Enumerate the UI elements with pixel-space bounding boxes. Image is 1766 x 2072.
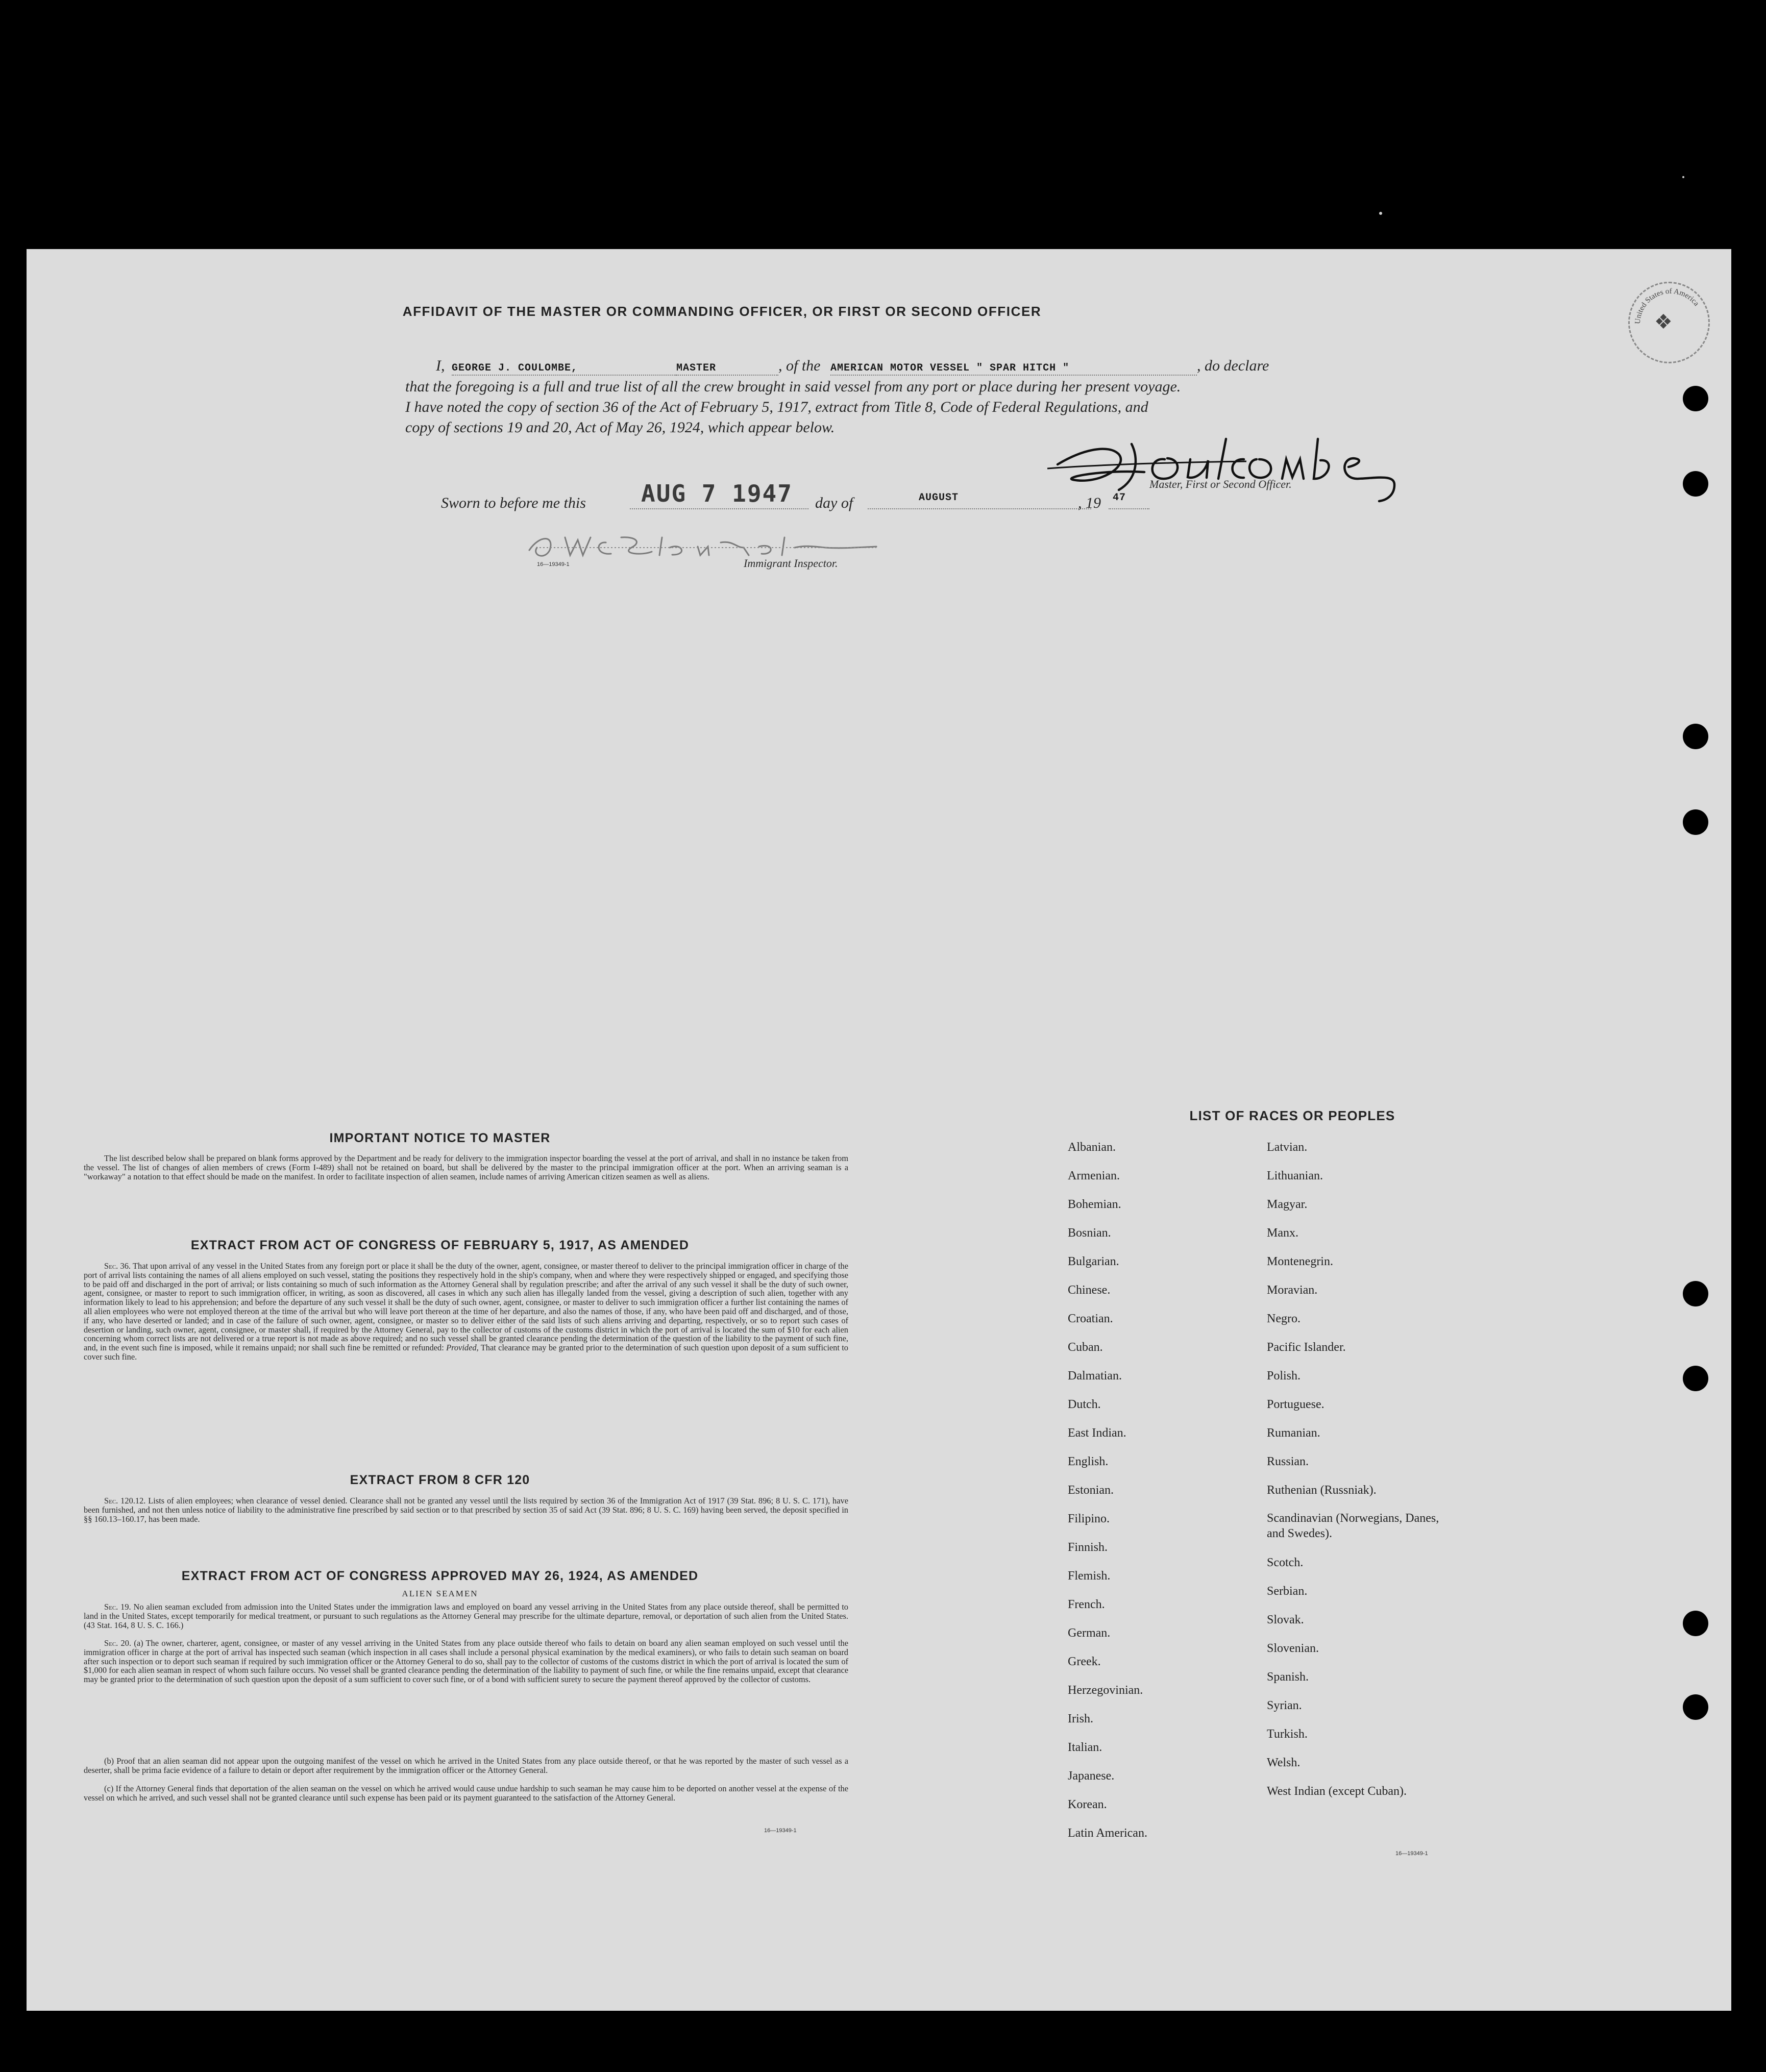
extract-1917-body [84,1262,848,1362]
inspector-caption: Immigrant Inspector. [744,557,838,570]
races-column-1 [1068,1133,1282,1847]
extract-1924-title: EXTRACT FROM ACT OF CONGRESS APPROVED MAY 26, 1924, AS AMENDED [181,1569,699,1583]
race-item: Croatian. [1068,1312,1113,1325]
sworn-prefix: Sworn to before me this [441,495,586,511]
sec-19-body [84,1602,848,1630]
punch-hole [1683,1611,1708,1636]
race-item: Slovenian. [1267,1642,1319,1655]
race-item: Dutch. [1068,1398,1101,1411]
sec-120-label: Sec. 120.12. [104,1496,146,1506]
affidavit-line-1 [436,357,1269,376]
affidavit-line-2: that the foregoing is a full and true list of all the crew brought in said vessel from any port or place during her present voyage. [405,378,1181,395]
affidavit-line-3: I have noted the copy of section 36 of the Act of February 5, 1917, extract from Title 8, Code of Federal Regulations, and [405,399,1148,415]
race-item: Latvian. [1267,1141,1308,1154]
master-rank: MASTER [676,362,717,374]
proviso-text: Provided, [446,1343,479,1353]
race-item: Polish. [1267,1369,1301,1383]
race-item: Magyar. [1267,1198,1308,1211]
extract-form-number: 16—19349-1 [764,1828,797,1834]
race-item: Moravian. [1267,1284,1318,1297]
manifest-page [27,249,1731,2011]
races-form-number: 16—19349-1 [1395,1851,1428,1857]
race-item: Serbian. [1267,1585,1308,1598]
scan-speck [1379,212,1382,215]
race-item: Italian. [1068,1741,1102,1754]
race-item: Filipino. [1068,1512,1110,1525]
race-item: Russian. [1267,1455,1309,1468]
sec-36-text-end: That clearance may be granted prior to the determination of such question upon deposit of a sum sufficient to cover such fine. [84,1343,848,1362]
race-item: Portuguese. [1267,1398,1325,1411]
sworn-line [441,495,586,512]
races-column-2 [1267,1133,1481,1806]
race-item: Flemish. [1068,1569,1111,1583]
race-item: Scandinavian (Norwegians, Danes, and Swedes). [1267,1512,1439,1540]
do-declare-text: , do declare [1197,357,1269,374]
race-item: Korean. [1068,1798,1107,1811]
race-item: Estonian. [1068,1484,1114,1497]
month-field [868,492,1091,509]
alien-seamen-subtitle: ALIEN SEAMEN [402,1589,478,1598]
race-item: Irish. [1068,1712,1093,1725]
race-item: Welsh. [1267,1756,1301,1769]
affidavit-pronoun: I, [436,357,445,374]
race-item: Bulgarian. [1068,1255,1119,1268]
master-signature-caption: Master, First or Second Officer. [1149,478,1292,490]
race-item: Greek. [1068,1655,1101,1668]
notice-title: IMPORTANT NOTICE TO MASTER [329,1131,551,1145]
race-item: Japanese. [1068,1769,1115,1783]
extract-cfr-title: EXTRACT FROM 8 CFR 120 [350,1473,530,1487]
race-item: Cuban. [1068,1341,1103,1354]
race-item: Montenegrin. [1267,1255,1333,1268]
customs-seal [1628,282,1710,363]
race-item: Latin American. [1068,1827,1147,1840]
race-item: Ruthenian (Russniak). [1267,1484,1377,1497]
eagle-icon: ❖ [1654,310,1673,333]
sec-20b-body: (b) Proof that an alien seaman did not appear upon the outgoing manifest of the vessel on which he arrived in the United States from any place outside thereof, or that he was reported by the master of such vessel as a deserter, shall be prima facie evidence of a failure to detain or deport after requirement by the immigration officer or the Attorney General. [84,1756,848,1775]
punch-hole [1683,386,1708,411]
sworn-year: 47 [1113,492,1126,504]
extract-cfr-body [84,1496,848,1523]
race-item: Slovak. [1267,1613,1304,1626]
sec-20a-text: (a) The owner, charterer, agent, consignee, or master of any vessel arriving in the United States from any place outside thereof who fails to detain on board any alien seaman employed on such vessel until the immigration officer in charge at the port of arrival has inspected such seaman (which inspection in all cases shall include a personal physical examination by the medical examiners), or who fails to detain such seaman on board after such inspection or to deport such seaman if required by such immigration officer or the Attorney General to do so, shall pay to the collector of customs of the customs district in which the port of arrival is located the sum of $1,000 for each alien seaman in respect of whom such failure occurs. No vessel shall be granted clearance pending the determination of the liability to payment of such fine, or while the fine remains unpaid, except that clearance may be granted prior to the determination of such question upon the deposit of a sum sufficient to cover such fine, or of a bond with sufficient surety to secure the payment thereof approved by the collector of customs. [84,1638,848,1685]
race-item: East Indian. [1068,1426,1126,1440]
race-item: Finnish. [1068,1541,1108,1554]
race-item: Pacific Islander. [1267,1341,1346,1354]
date-stamp: AUG 7 1947 [641,480,793,507]
race-item: French. [1068,1598,1105,1611]
vessel-name: AMERICAN MOTOR VESSEL " SPAR HITCH " [830,362,1070,374]
race-item: Spanish. [1267,1670,1309,1684]
punch-hole [1683,1281,1708,1306]
sec-20-label: Sec. 20. [104,1638,132,1648]
sec-20c-body: (c) If the Attorney General finds that deportation of the alien seaman on the vessel on which he arrived would cause undue hardship to such seaman he may cause him to be deported on another vessel at the expense of the vessel on which he arrived, and such vessel shall not be granted clearance until such expense has been paid or its payment guaranteed to the satisfaction of the Attorney General. [84,1784,848,1803]
race-item: English. [1068,1455,1109,1468]
day-of-text: day of [815,495,853,511]
race-item: Herzegovinian. [1068,1684,1143,1697]
of-the-text: , of the [778,357,821,374]
punch-hole [1683,1694,1708,1720]
master-name: GEORGE J. COULOMBE, [452,362,578,374]
master-name-field [452,357,676,376]
race-item: Bohemian. [1068,1198,1121,1211]
punch-hole [1683,471,1708,497]
affidavit-form-number: 16—19349-1 [537,561,570,568]
punch-hole [1683,1366,1708,1391]
master-signature-graphic [1042,429,1410,505]
race-item: Rumanian. [1267,1426,1320,1440]
notice-body: The list described below shall be prepared on blank forms approved by the Department and be ready for delivery to the immigration inspector boarding the vessel at the port of arrival, and shall in no instance be taken from the vessel. The list of changes of alien members of crews (Form I-489) shall not be retained on board, but shall be delivered by the master to the principal immigration officer at the port. When an arriving seaman is a "workaway" a notation to that effect should be made on the manifest. In order to facilitate inspection of alien seamen, include names of arriving American citizen seamen as well as aliens. [84,1153,848,1181]
sec-19-label: Sec. 19. [104,1602,131,1612]
sec-19-text: No alien seaman excluded from admission into the United States under the immigration laws and employed on board any vessel arriving in the United States from any place outside thereof, shall be permitted to land in the United States, except temporarily for medical treatment, or pursuant to such regulations as the Attorney General may prescribe for the ultimate departure, removal, or deportation of such alien from the United States. (43 Stat. 164, 8 U. S. C. 166.) [84,1602,848,1630]
year-field [1109,492,1149,509]
affidavit-title: AFFIDAVIT OF THE MASTER OR COMMANDING OFFICER, OR FIRST OR SECOND OFFICER [402,304,1042,319]
scan-speck [1682,176,1684,178]
punch-hole [1683,809,1708,835]
affidavit-line-4: copy of sections 19 and 20, Act of May 26, 1924, which appear below. [405,419,835,436]
race-item: German. [1068,1626,1111,1640]
sworn-date-field [630,480,808,509]
races-title: LIST OF RACES OR PEOPLES [1189,1108,1395,1123]
race-item: Bosnian. [1068,1226,1111,1240]
race-item: Chinese. [1068,1284,1111,1297]
extract-1917-title: EXTRACT FROM ACT OF CONGRESS OF FEBRUARY 5, 1917, AS AMENDED [190,1238,690,1252]
sec-20a-body [84,1639,848,1684]
race-item: Lithuanian. [1267,1169,1323,1182]
seal-text: United States of America [1633,287,1701,325]
year-prefix: , 19 [1078,495,1101,511]
race-item: Turkish. [1267,1728,1308,1741]
sec-36-text: That upon arrival of any vessel in the United States from any foreign port or place it shall be the duty of the owner, agent, consignee, or master thereof to deliver to the principal immigration officer in charge of the port of arrival lists containing the names of all aliens employed on such vessel, stating the positions they respectively hold in the ship's company, when and where they were respectively shipped or engaged, and specifying those to be paid off and discharged in the port of arrival; or lists containing so much of such information as the Attorney General shall by regulation prescribe; and after the arrival of any such vessel it shall be the duty of such owner, agent, consignee, or master to report to such immigration officer, in writing, as soon as discovered, all cases in which any such alien has illegally landed from the vessel, giving a description of such alien, together with any information likely to lead to his apprehension; and before the departure of any such vessel it shall be the duty of such owner, agent, consignee, or master to deliver to such immigration officer a further list containing the names of all alien employees who were not employed thereon at the time of the arrival but who will leave port thereon at the time of her departure, and also the names of those, if any, who have been paid off and discharged, and of those, if any, who have deserted or landed; and in case of the failure of such owner, agent, consignee, or master so to deliver either of the said lists of such aliens arriving and departing, respectively, or so to report such cases of desertion or landing, such owner, agent, consignee, or master shall, if required by the Attorney General, pay to the collector of customs of the customs district in which the port of arrival is located the sum of $10 for each alien concerning whom correct lists are not delivered or a true report is not made as above required; and no such vessel shall be granted clearance pending the determination of the question of the liability to the payment of such fine, and, in the event such fine is imposed, while it remains unpaid; nor shall such fine be remitted or refunded: [84,1261,848,1353]
sec-36-label: Sec. 36. [104,1261,131,1271]
race-item: Syrian. [1267,1699,1302,1712]
punch-hole [1683,724,1708,749]
race-item: Negro. [1267,1312,1301,1325]
sec-120-text: Lists of alien employees; when clearance of vessel denied. Clearance shall not be granted any vessel until the lists required by section 36 of the Immigration Act of 1917 (39 Stat. 896; 8 U. S. C. 171), have been furnished, and not then unless notice of liability to the administrative fine prescribed by said section or to that prescribed by section 35 of said Act (39 Stat. 896; 8 U. S. C. 169) having been served, the deposit specified in §§ 160.13–160.17, has been made. [84,1496,848,1524]
master-signature-text [1093,463,1096,464]
race-item: West Indian (except Cuban). [1267,1785,1407,1798]
race-item: Scotch. [1267,1556,1304,1569]
race-item: Albanian. [1068,1141,1116,1154]
race-item: Dalmatian. [1068,1369,1122,1383]
sworn-month: AUGUST [919,492,959,504]
svg-text:United States of America [1634,287,1701,324]
race-item: Armenian. [1068,1169,1120,1182]
rank-field [676,357,778,376]
seal-ring-text [1630,283,1711,365]
vessel-field [830,357,1197,376]
race-item: Manx. [1267,1226,1298,1240]
